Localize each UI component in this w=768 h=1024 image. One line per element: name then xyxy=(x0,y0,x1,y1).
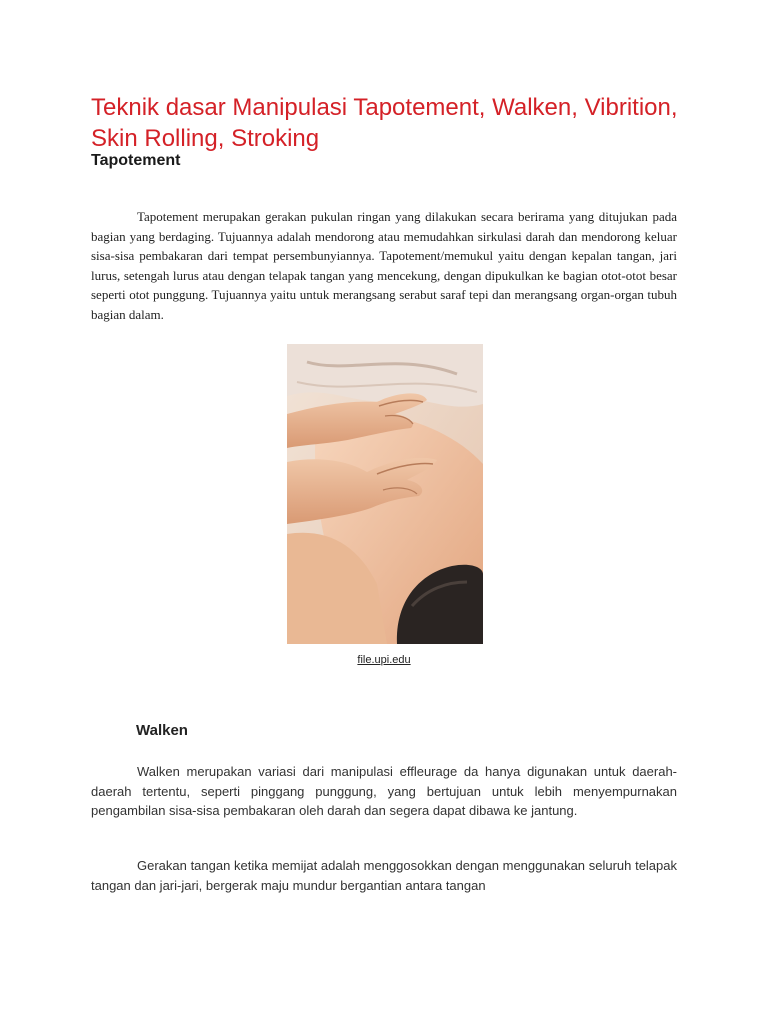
walken-heading: Walken xyxy=(136,722,188,739)
massage-photo xyxy=(287,344,483,644)
document-title: Teknik dasar Manipulasi Tapotement, Walken, Vibrition, Skin Rolling, Stroking xyxy=(91,94,678,152)
walken-paragraph-1: Walken merupakan variasi dari manipulasi effleurage da hanya digunakan untuk daerah-daerah tertentu, seperti pinggang punggung, yang bertujuan untuk lebih menyempurnakan pengambilan sisa-sisa pembakaran oleh darah dan segera dapat dibawa ke jantung. xyxy=(91,764,677,818)
massage-illustration xyxy=(287,344,483,644)
tapotement-paragraph: Tapotement merupakan gerakan pukulan ringan yang dilakukan secara berirama yang ditujukan pada bagian yang berdaging. Tujuannya adalah mendorong atau memudahkan sirkulasi darah dan mendorong keluar sisa-sisa pembakaran dari tempat persembunyiannya. Tapotement/memukul yaitu dengan kepalan tangan, jari lurus, setengah lurus atau dengan telapak tangan yang mencekung, dengan dipukulkan ke bagian otot-otot besar seperti otot punggung. Tujuannya yaitu untuk merangsang serabut saraf tepi dan merangsang organ-organ tubuh bagian dalam. xyxy=(91,209,677,322)
tapotement-heading: Tapotement xyxy=(91,152,181,169)
image-caption-link[interactable]: file.upi.edu xyxy=(357,654,411,666)
walken-paragraph-2: Gerakan tangan ketika memijat adalah menggosokkan dengan menggunakan seluruh telapak tangan dan jari-jari, bergerak maju mundur bergantian antara tangan xyxy=(91,858,677,893)
